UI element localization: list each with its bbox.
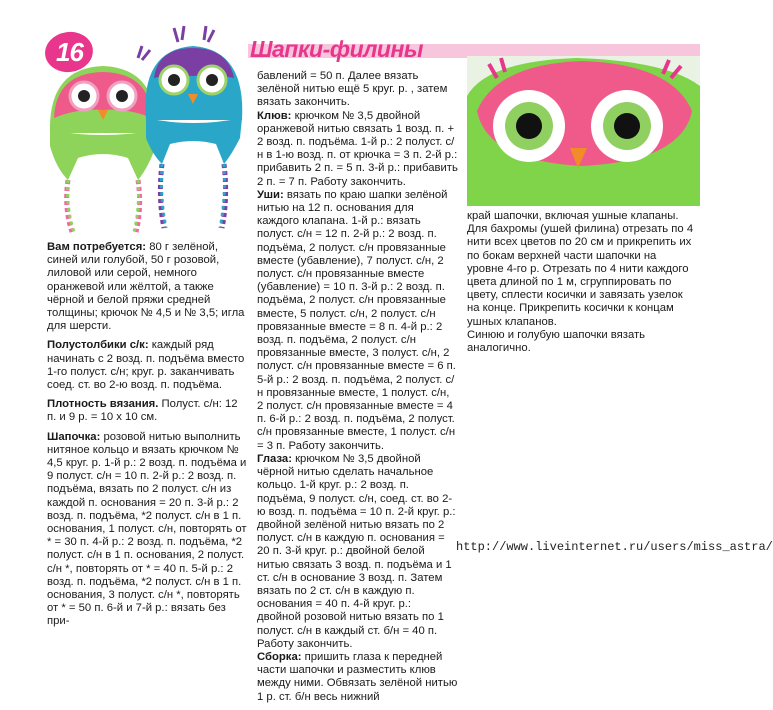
hat-label: Шапочка: bbox=[47, 430, 101, 443]
ears-text: вязать по краю шапки зелёной нитью на 12 п. основания для каждого клапана. 1-й р.: вязать полуст. с/н = 12 п. 2-й р.: 2 возд. п. подъёма, 2 полуст. с/н провязанные вместе (убавление), 7 полуст. с/н, 2 полуст. с/н провязанные вместе (убавление) = 10 п. 3-й р.: 2 возд. п. подъёма, 2 полуст. с/н провязанные вместе, 5 полуст. с/н, 2 полуст. с/н провязанные вместе = 8 п. 4-й р.: 2 возд. п. подъёма, 2 полуст. с/н провязанные вместе, 3 полуст. с/н, 2 полуст. с/н провязанные вместе = 6 п. 5-й р.: 2 возд. п. подъёма, 2 полуст. с/н провязанные вместе, 1 полуст. с/н, 2 полуст. с/н провязанные вместе = 4 п. 6-й р.: 2 возд. п. подъёма, 2 полуст. с/н провязанные вместе, 1 полуст. с/н = 3 п. Работу закончить. bbox=[257, 188, 456, 452]
hat-paragraph bbox=[47, 431, 247, 629]
hat-continuation: бавлений = 50 п. Далее вязать зелёной нитью ещё 5 круг. р. , затем вязать закончить. bbox=[257, 70, 448, 109]
gauge-paragraph bbox=[47, 398, 247, 424]
assembly-paragraph bbox=[257, 651, 458, 704]
assembly-label: Сборка: bbox=[257, 650, 302, 663]
gauge-label: Плотность вязания. bbox=[47, 398, 159, 411]
half-double-text: каждый ряд начинать с 2 возд. п. подъёма вместо 1-го полуст. с/н; круг. р. заканчивать соед. ст. во 2-ю возд. п. подъёма. bbox=[47, 339, 245, 392]
eyes-text: крючком № 3,5 двойной чёрной нитью сделать начальное кольцо. 1-й круг. р.: 2 возд. п. подъёма, 9 полуст. с/н, соед. ст. во 2-ю возд. п. подъёма = 10 п. 2-й круг. р.: двойной зелёной нитью вязать по 2 полуст. с/н в каждую п. основания = 20 п. 3-й круг. р.: двойной белой нитью связать 3 возд. п. подъёма и 1 ст. с/н в основание 3 возд. п. Затем вязать по 2 ст. с/н в каждую п. основания = 40 п. 4-й круг. р.: двойной розовой нитью вязать по 1 полуст. с/н в каждый ст. б/н = 40 п. Работу закончить. bbox=[257, 452, 456, 650]
text-column-1 bbox=[47, 241, 247, 635]
page-title: Шапки-филины bbox=[250, 36, 424, 62]
text-column-3 bbox=[467, 210, 695, 361]
half-double-label: Полустолбики с/к: bbox=[47, 339, 149, 352]
owl-hat-closeup-photo bbox=[467, 56, 700, 206]
eyes-paragraph bbox=[257, 453, 458, 651]
assembly-text: пришить глаза к передней части шапочки и разместить клюв между ними. Обвязать зелёной нитью 1 р. ст. б/н весь нижний bbox=[257, 650, 458, 703]
pink-owl-hat bbox=[50, 46, 156, 232]
hat-text: розовой нитью выполнить нитяное кольцо и вязать крючком № 4,5 круг. р. 1-й р.: 2 возд. п. подъёма и 9 полуст. с/н = 10 п. 2-й р.: 2 возд. п. подъёма, вязать по 2 полуст. с/н из каждой п. основания = 20 п. 3-й р.: 2 возд. п. подъёма, *2 полуст. с/н в 1 п. основания, 1 полуст. с/н, повторять от * = 30 п. 4-й р.: 2 возд. п. подъёма, *2 полуст. с/н в 1 п. основания, 2 полуст. с/н *, повторять от * = 40 п. 5-й р.: 2 возд. п. подъёма, *2 полуст. с/н в 1 п. основания, 3 полуст. с/н *, повторять от * = 50 п. 6-й и 7-й р.: вязать без при- bbox=[47, 430, 247, 628]
beak-label: Клюв: bbox=[257, 109, 292, 122]
ears-label: Уши: bbox=[257, 188, 284, 201]
page-number: 16 bbox=[56, 37, 83, 67]
half-double-paragraph bbox=[47, 339, 247, 392]
finishing-paragraph: край шапочки, включая ушные клапаны. Для бахромы (ушей филина) отрезать по 4 нити всех цветов по 20 см и прикрепить их по бокам верхней части шапочки на уровне 4-го р. Отрезать по 4 нити каждого цвета длиной по 1 м, сгруппировать по цвету, сплести косички и завязать узелок на конце. Прикрепить косички к концам ушных клапанов. bbox=[467, 210, 694, 328]
source-url[interactable]: http://www.liveinternet.ru/users/miss_astra/ bbox=[456, 540, 773, 554]
ears-paragraph bbox=[257, 189, 458, 453]
blue-variant-paragraph: Синюю и голубую шапочки вязать аналогично. bbox=[467, 328, 646, 355]
materials-paragraph bbox=[47, 241, 247, 333]
text-column-2 bbox=[257, 70, 458, 710]
beak-text: крючком № 3,5 двойной оранжевой нитью связать 1 возд. п. + 2 возд. п. подъёма. 1-й р.: 2 полуст. с/н в 1-ю возд. п. от крючка = 3 п. 2-й р.: прибавить 2 п. = 5 п. 3-й р.: прибавить 2 п. = 7 п. Работу закончить. bbox=[257, 109, 458, 188]
materials-label: Вам потребуется: bbox=[47, 241, 147, 253]
beak-paragraph bbox=[257, 110, 458, 189]
owl-closeup-illustration bbox=[467, 56, 700, 206]
materials-text: 80 г зелёной, синей или голубой, 50 г розовой, лиловой или серой, немного оранжевой или жёлтой, а также чёрной и белой пряжи средней толщины; крючок № 4,5 и № 3,5; игла для шерсти. bbox=[47, 241, 245, 333]
gauge-text: Полуст. с/н: 12 п. и 9 р. = 10 х 10 см. bbox=[47, 398, 238, 424]
blue-owl-hat bbox=[145, 26, 242, 228]
eyes-label: Глаза: bbox=[257, 452, 292, 465]
